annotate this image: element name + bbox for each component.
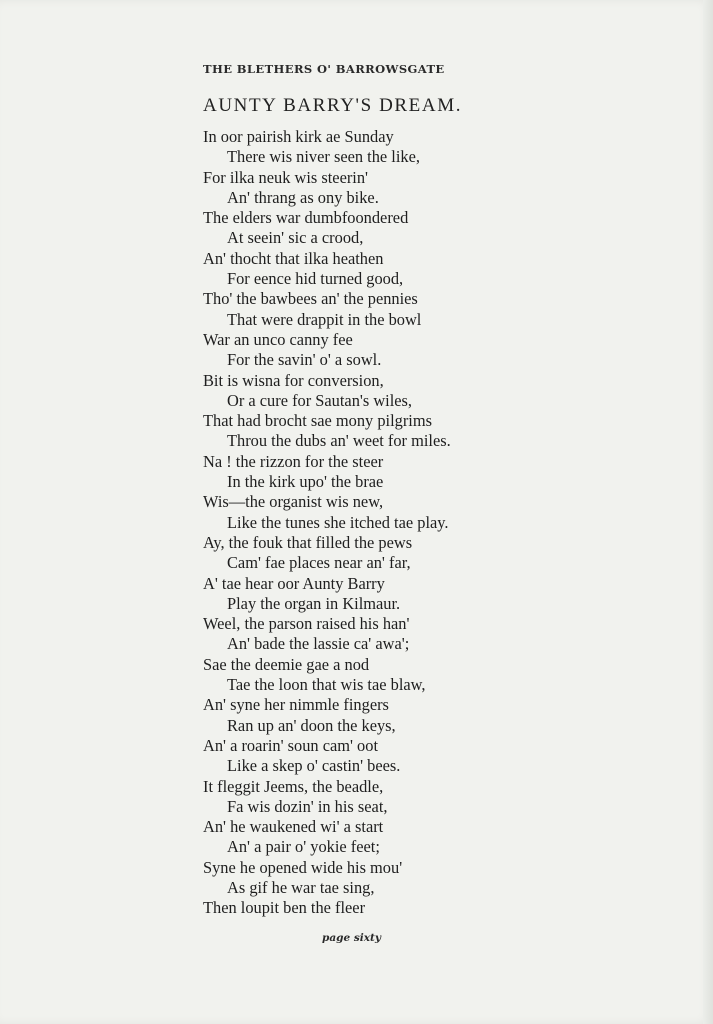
- poem-line: It fleggit Jeems, the beadle,: [203, 776, 384, 796]
- poem-line: Syne he opened wide his mou': [203, 857, 403, 877]
- poem-line: Tho' the bawbees an' the pennies: [203, 289, 418, 309]
- page-edge-shadow: [703, 0, 713, 1024]
- poem-line: For ilka neuk wis steerin': [203, 167, 369, 187]
- poem-line: An' he waukened wi' a start: [203, 817, 384, 837]
- poem-line: As gif he war tae sing,: [227, 877, 375, 897]
- poem-line: At seein' sic a crood,: [227, 228, 364, 248]
- poem-line: Throu the dubs an' weet for miles.: [227, 431, 451, 451]
- page-number: page sixty: [322, 932, 381, 944]
- poem-line: There wis niver seen the like,: [227, 147, 420, 167]
- poem-line: Tae the loon that wis tae blaw,: [227, 675, 426, 695]
- poem-line: A' tae hear oor Aunty Barry: [203, 573, 385, 593]
- poem-line: Ran up an' doon the keys,: [227, 715, 396, 735]
- poem-line: An' thrang as ony bike.: [227, 187, 379, 207]
- poem-line: The elders war dumbfoondered: [203, 208, 409, 228]
- poem-line: That were drappit in the bowl: [227, 309, 422, 329]
- poem-line: Fa wis dozin' in his seat,: [227, 796, 388, 816]
- poem-body: [203, 127, 563, 919]
- poem-title: AUNTY BARRY'S DREAM.: [203, 95, 463, 116]
- poem-line: Cam' fae places near an' far,: [227, 553, 411, 573]
- poem-line: For the savin' o' a sowl.: [227, 350, 382, 370]
- poem-line: An' a roarin' soun cam' oot: [203, 735, 378, 755]
- poem-line: Ay, the fouk that filled the pews: [203, 532, 413, 552]
- poem-line: Play the organ in Kilmaur.: [227, 593, 401, 613]
- poem-line: Weel, the parson raised his han': [203, 614, 410, 634]
- poem-line: An' a pair o' yokie feet;: [227, 837, 380, 857]
- poem-line: Or a cure for Sautan's wiles,: [227, 390, 413, 410]
- poem-line: For eence hid turned good,: [227, 269, 404, 289]
- poem-line: In the kirk upo' the brae: [227, 472, 384, 492]
- poem-line: Sae the deemie gae a nod: [203, 654, 370, 674]
- poem-line: Like a skep o' castin' bees.: [227, 756, 401, 776]
- poem-line: Na ! the rizzon for the steer: [203, 451, 384, 471]
- poem-line: An' bade the lassie ca' awa';: [227, 634, 410, 654]
- poem-line: War an unco canny fee: [203, 329, 353, 349]
- running-head: THE BLETHERS O' BARROWSGATE: [203, 62, 445, 76]
- poem-line: An' syne her nimmle fingers: [203, 695, 389, 715]
- poem-line: Bit is wisna for conversion,: [203, 370, 384, 390]
- poem-line: Like the tunes she itched tae play.: [227, 512, 449, 532]
- poem-line: An' thocht that ilka heathen: [203, 248, 384, 268]
- poem-line: In oor pairish kirk ae Sunday: [203, 127, 394, 146]
- poem-line: Wis—the organist wis new,: [203, 492, 384, 512]
- poem-line: That had brocht sae mony pilgrims: [203, 411, 432, 431]
- poem-line: Then loupit ben the fleer: [203, 898, 366, 918]
